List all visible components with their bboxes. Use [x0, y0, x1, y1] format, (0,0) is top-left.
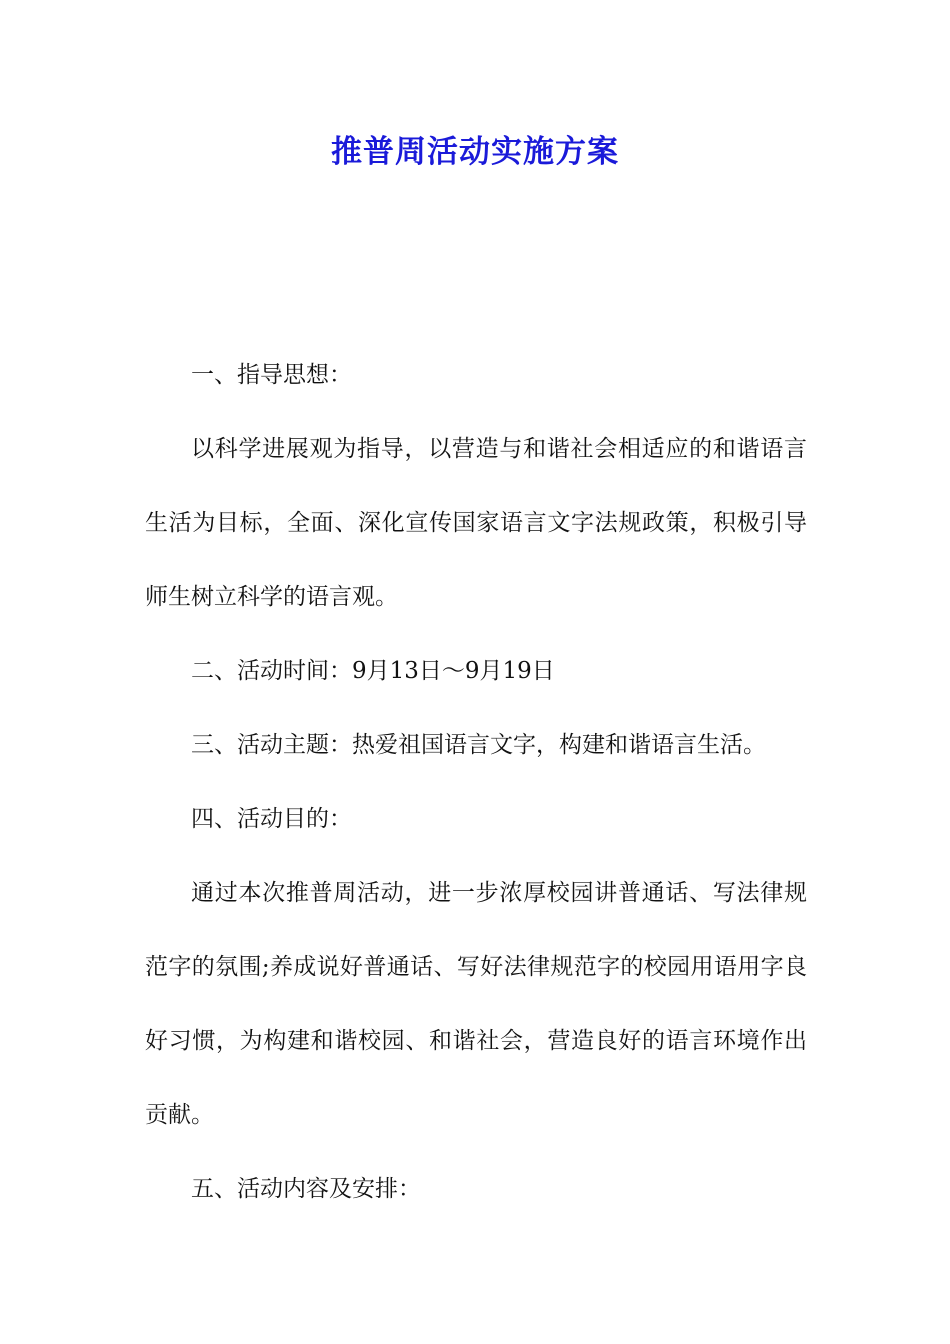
paragraph-activity-purpose: 通过本次推普周活动，进一步浓厚校园讲普通话、写法律规范字的氛围;养成说好普通话、写好法律规范字的校园用语用字良好习惯，为构建和谐校园、和谐社会，营造良好的语言环境作出贡献。 [145, 880, 807, 1128]
paragraph-guiding-ideology: 以科学进展观为指导，以营造与和谐社会相适应的和谐语言生活为目标，全面、深化宣传国家语言文字法规政策，积极引导师生树立科学的语言观。 [145, 436, 807, 610]
section-heading-activity-theme: 三、活动主题：热爱祖国语言文字，构建和谐语言生活。 [191, 732, 766, 758]
section-heading-activity-time: 二、活动时间：9月13日～9月19日 [191, 658, 555, 684]
document-title: 推普周活动实施方案 [331, 134, 619, 170]
section-heading-activity-purpose: 四、活动目的： [191, 806, 352, 832]
section-heading-activity-content: 五、活动内容及安排： [191, 1176, 421, 1202]
section-heading-guiding-ideology: 一、指导思想： [191, 362, 352, 388]
document-body [145, 338, 807, 1226]
